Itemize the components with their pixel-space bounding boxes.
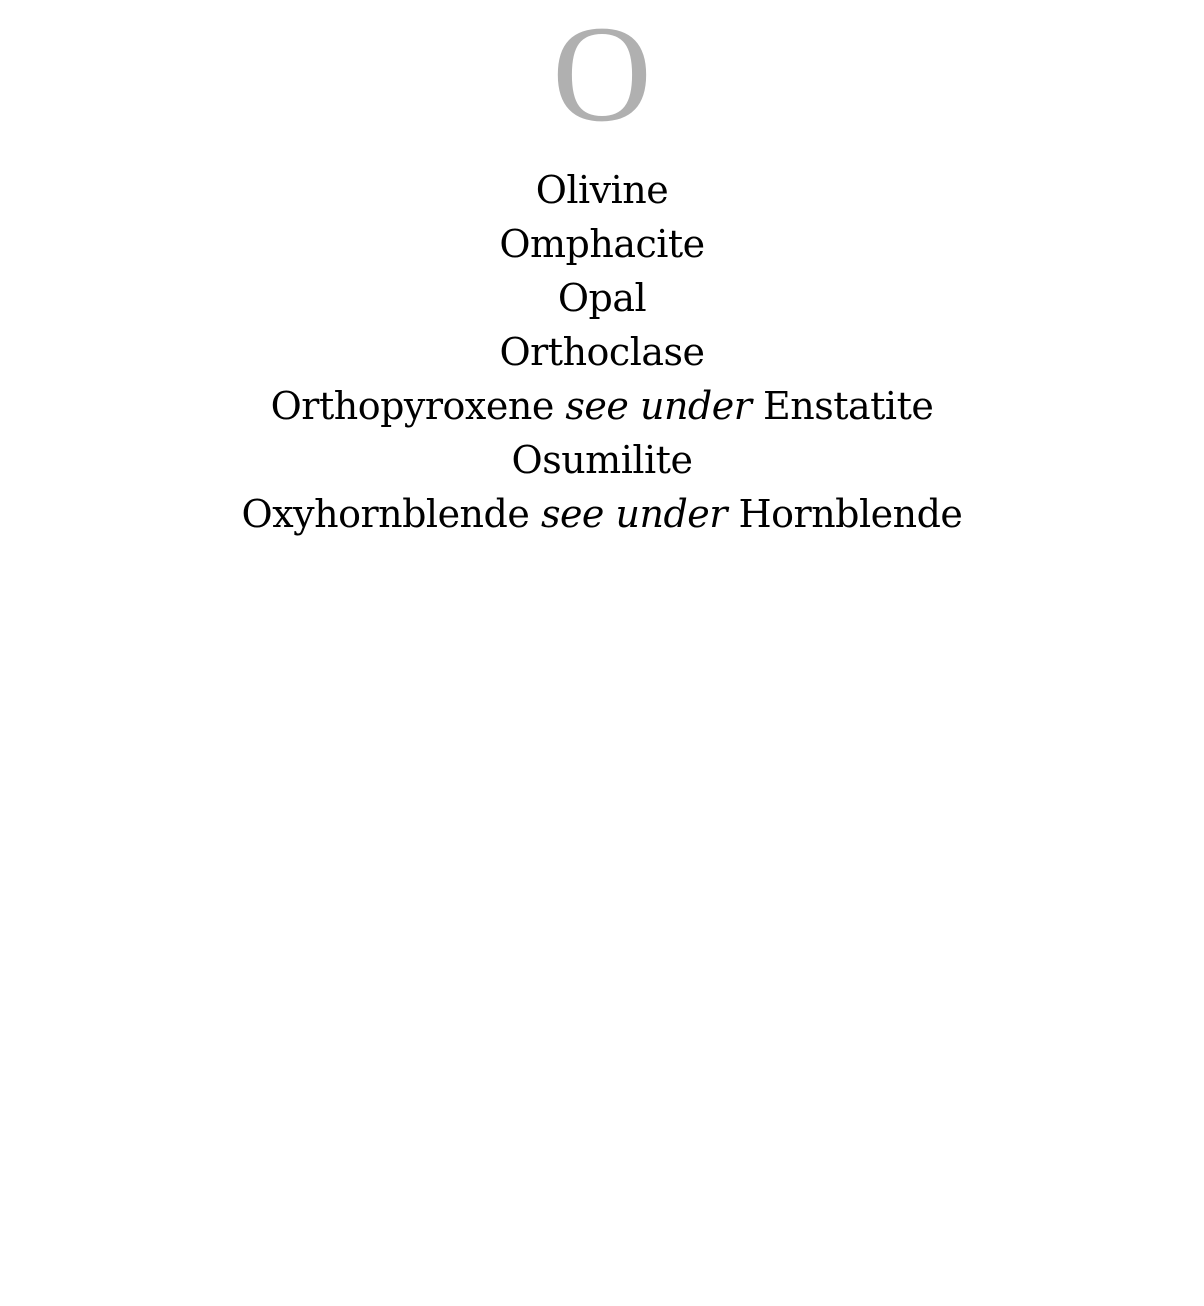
cross-reference-label: see under	[565, 384, 752, 428]
entry-link-hornblende[interactable]: Hornblende	[738, 492, 963, 536]
entry-link-enstatite[interactable]: Enstatite	[763, 384, 934, 428]
list-item	[0, 217, 1204, 271]
section-letter: O	[552, 0, 652, 150]
list-item	[0, 433, 1204, 487]
entry-link-omphacite[interactable]: Omphacite	[499, 222, 705, 266]
list-item	[0, 271, 1204, 325]
list-item	[0, 163, 1204, 217]
list-item	[0, 325, 1204, 379]
list-item	[0, 487, 1204, 541]
entry-link-osumilite[interactable]: Osumilite	[511, 438, 693, 482]
entry-link-opal[interactable]: Opal	[557, 276, 647, 320]
entry-link-olivine[interactable]: Olivine	[535, 168, 669, 212]
index-section-o	[0, 0, 1204, 541]
entry-list	[0, 163, 1204, 541]
entry-term-oxyhornblende: Oxyhornblende	[241, 492, 530, 536]
cross-reference-label: see under	[540, 492, 727, 536]
entry-link-orthoclase[interactable]: Orthoclase	[499, 330, 705, 374]
list-item	[0, 379, 1204, 433]
entry-term-orthopyroxene: Orthopyroxene	[270, 384, 554, 428]
